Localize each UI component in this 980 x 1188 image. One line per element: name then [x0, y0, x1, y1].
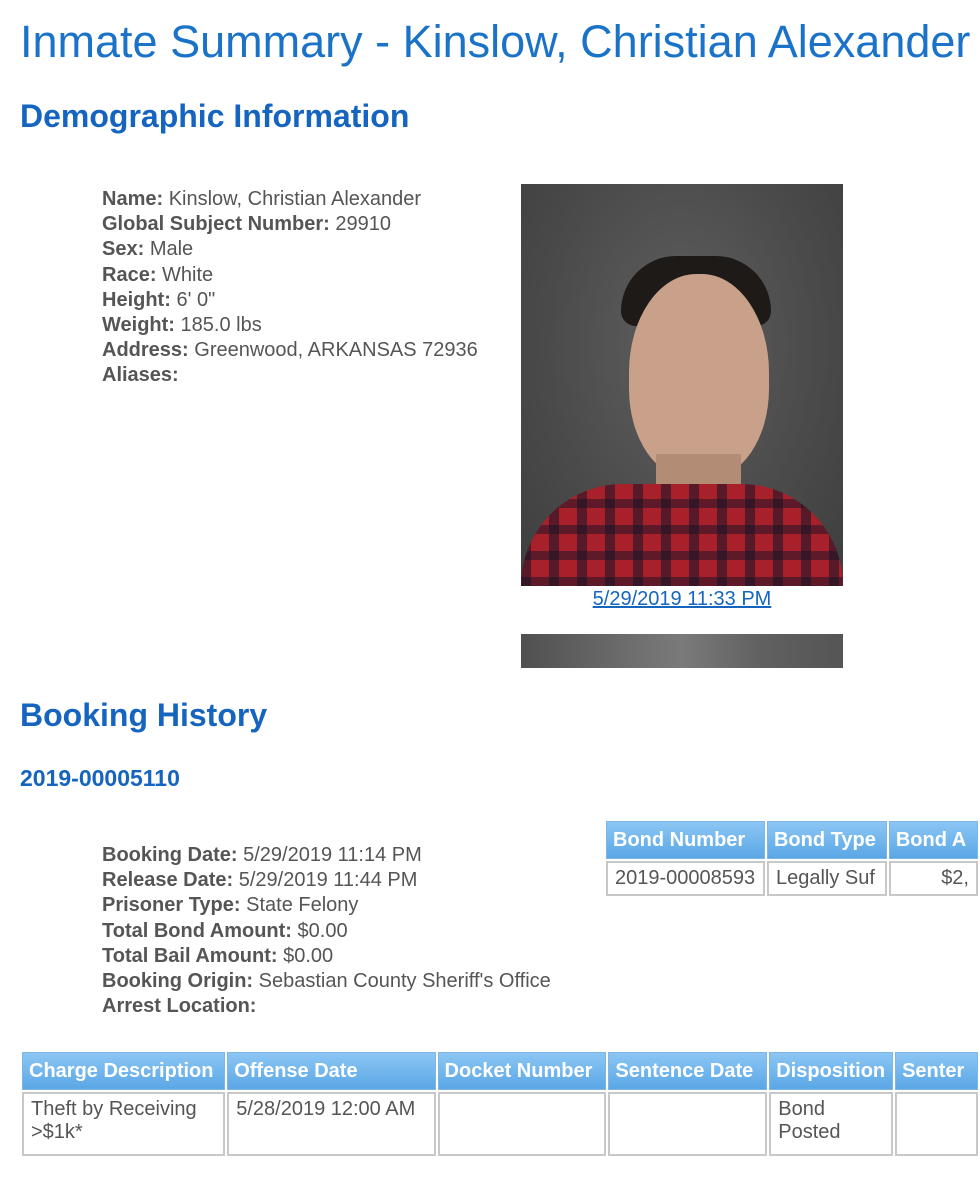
field-total-bail-amount [102, 944, 551, 969]
offense-date-header: Offense Date [227, 1052, 435, 1090]
field-booking-origin [102, 969, 551, 994]
sentence-cell [895, 1092, 978, 1156]
field-label: Prisoner Type: [102, 894, 241, 917]
bond-table [604, 819, 980, 898]
field-label: Global Subject Number: [102, 213, 330, 236]
photo-date-link[interactable]: 5/29/2019 11:33 PM [592, 588, 772, 610]
field-label: Booking Origin: [102, 970, 254, 993]
field-total-bond-amount [102, 919, 551, 944]
mugshot-shirt [521, 484, 843, 586]
field-value: 5/29/2019 11:14 PM [243, 844, 422, 866]
field-label: Booking Date: [102, 844, 238, 866]
booking-number: 2019-00005110 [20, 765, 180, 791]
bond-amount-cell: $2, [889, 861, 978, 896]
field-label: Arrest Location: [102, 995, 257, 1018]
mugshot-photo [521, 184, 843, 586]
bond-number-cell: 2019-00008593 [606, 861, 765, 896]
field-name [102, 187, 478, 212]
field-aliases [102, 363, 478, 388]
disposition-cell: Bond Posted [769, 1092, 893, 1156]
page-title: Inmate Summary - Kinslow, Christian Alexander [20, 16, 971, 67]
field-sex [102, 237, 478, 262]
bond-number-header: Bond Number [606, 821, 765, 859]
field-value: $0.00 [283, 944, 334, 967]
field-value: Sebastian County Sheriff's Office [258, 970, 551, 993]
field-value: State Felony [246, 894, 359, 917]
offense-date-cell: 5/28/2019 12:00 AM [227, 1092, 435, 1156]
field-value: Male [149, 238, 194, 261]
disposition-header: Disposition [769, 1052, 893, 1090]
field-value: White [162, 263, 214, 286]
field-address [102, 338, 478, 363]
field-height [102, 288, 478, 313]
bond-type-header: Bond Type [767, 821, 887, 859]
charge-description-cell: Theft by Receiving >$1k* [22, 1092, 225, 1156]
field-value: 5/29/2019 11:44 PM [238, 869, 418, 892]
field-label: Name: [102, 188, 164, 210]
field-label: Race: [102, 263, 157, 286]
docket-number-cell [438, 1092, 607, 1156]
field-booking-date [102, 843, 551, 868]
field-value: Kinslow, Christian Alexander [168, 188, 422, 210]
field-weight [102, 313, 478, 338]
docket-number-header: Docket Number [438, 1052, 607, 1090]
field-value: Greenwood, ARKANSAS 72936 [194, 339, 478, 362]
sentence-header: Senter [895, 1052, 978, 1090]
demographic-heading: Demographic Information [20, 98, 410, 134]
field-label: Total Bail Amount: [102, 944, 278, 967]
bond-type-cell: Legally Suf [767, 861, 887, 896]
field-label: Total Bond Amount: [102, 919, 292, 942]
field-label: Weight: [102, 314, 175, 337]
booking-fields [102, 843, 551, 1019]
field-value: $0.00 [297, 919, 348, 942]
field-prisoner-type [102, 893, 551, 918]
charge-table-header-row [22, 1052, 978, 1090]
field-label: Address: [102, 339, 189, 362]
field-value: 185.0 lbs [180, 314, 262, 337]
table-row [606, 861, 978, 896]
secondary-photo-thumbnail[interactable] [521, 634, 843, 668]
field-value: 6' 0" [176, 288, 216, 311]
table-row [22, 1092, 978, 1156]
field-release-date [102, 868, 551, 893]
demographic-fields [102, 187, 478, 389]
field-label: Sex: [102, 238, 145, 261]
charge-description-header: Charge Description [22, 1052, 225, 1090]
field-race [102, 263, 478, 288]
bond-amount-header: Bond A [889, 821, 978, 859]
sentence-date-header: Sentence Date [608, 1052, 767, 1090]
sentence-date-cell [608, 1092, 767, 1156]
charge-table [20, 1050, 980, 1158]
mugshot-face [629, 274, 769, 479]
field-label: Release Date: [102, 869, 234, 892]
bond-table-header-row [606, 821, 978, 859]
field-label: Aliases: [102, 364, 179, 387]
field-global-subject-number [102, 212, 478, 237]
field-value: 29910 [335, 213, 391, 236]
field-label: Height: [102, 288, 171, 311]
booking-history-heading: Booking History [20, 697, 268, 733]
field-arrest-location [102, 994, 551, 1019]
